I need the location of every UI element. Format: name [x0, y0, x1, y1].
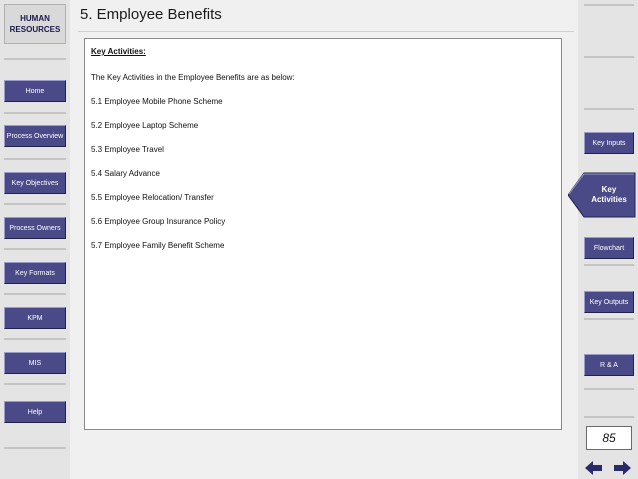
brand-box: [4, 4, 66, 44]
arrow-left-icon: [584, 460, 604, 476]
nav-help-button[interactable]: Help: [4, 401, 66, 423]
nav-key-outputs-button[interactable]: Key Outputs: [584, 291, 634, 313]
nav-process-overview-button[interactable]: Process Overview: [4, 125, 66, 147]
divider: [4, 158, 66, 160]
forward-button[interactable]: [612, 460, 632, 476]
list-item: 5.3 Employee Travel: [91, 145, 164, 154]
list-item: 5.6 Employee Group Insurance Policy: [91, 217, 226, 226]
nav-home-button[interactable]: Home: [4, 80, 66, 102]
key-activities-label: [582, 172, 636, 218]
nav-key-formats-button[interactable]: Key Formats: [4, 262, 66, 284]
divider: [4, 293, 66, 295]
key-activities-line-2: Activities: [591, 195, 627, 204]
list-item: 5.7 Employee Family Benefit Scheme: [91, 241, 225, 250]
divider: [584, 108, 634, 110]
divider: [4, 447, 66, 449]
divider: [4, 383, 66, 385]
brand-line-2: RESOURCES: [9, 25, 61, 34]
nav-flowchart-button[interactable]: Flowchart: [584, 237, 634, 259]
page-title: 5. Employee Benefits: [80, 6, 222, 23]
nav-key-inputs-button[interactable]: Key Inputs: [584, 132, 634, 154]
divider: [584, 416, 634, 418]
page-number: 85: [586, 426, 632, 450]
nav-r-and-a-button[interactable]: R & A: [584, 354, 634, 376]
nav-key-objectives-button[interactable]: Key Objectives: [4, 172, 66, 194]
title-rule: [78, 31, 574, 32]
divider: [584, 264, 634, 266]
nav-mis-button[interactable]: MIS: [4, 352, 66, 374]
nav-process-owners-button[interactable]: Process Owners: [4, 217, 66, 239]
nav-key-activities-button[interactable]: [568, 172, 636, 218]
arrow-right-icon: [612, 460, 632, 476]
divider: [4, 338, 66, 340]
list-item: 5.1 Employee Mobile Phone Scheme: [91, 97, 223, 106]
divider: [4, 58, 66, 60]
list-item: 5.2 Employee Laptop Scheme: [91, 121, 199, 130]
divider: [4, 112, 66, 114]
divider: [584, 388, 634, 390]
content-heading: Key Activities:: [91, 47, 146, 56]
list-item: 5.5 Employee Relocation/ Transfer: [91, 193, 214, 202]
key-activities-line-1: Key: [601, 185, 617, 194]
back-button[interactable]: [584, 460, 604, 476]
list-item: 5.4 Salary Advance: [91, 169, 160, 178]
nav-kpm-button[interactable]: KPM: [4, 307, 66, 329]
content-intro: The Key Activities in the Employee Benefits are as below:: [91, 73, 295, 82]
divider: [4, 203, 66, 205]
divider: [584, 318, 634, 320]
divider: [584, 4, 634, 6]
brand-line-1: HUMAN: [20, 14, 50, 23]
divider: [584, 56, 634, 58]
divider: [4, 248, 66, 250]
